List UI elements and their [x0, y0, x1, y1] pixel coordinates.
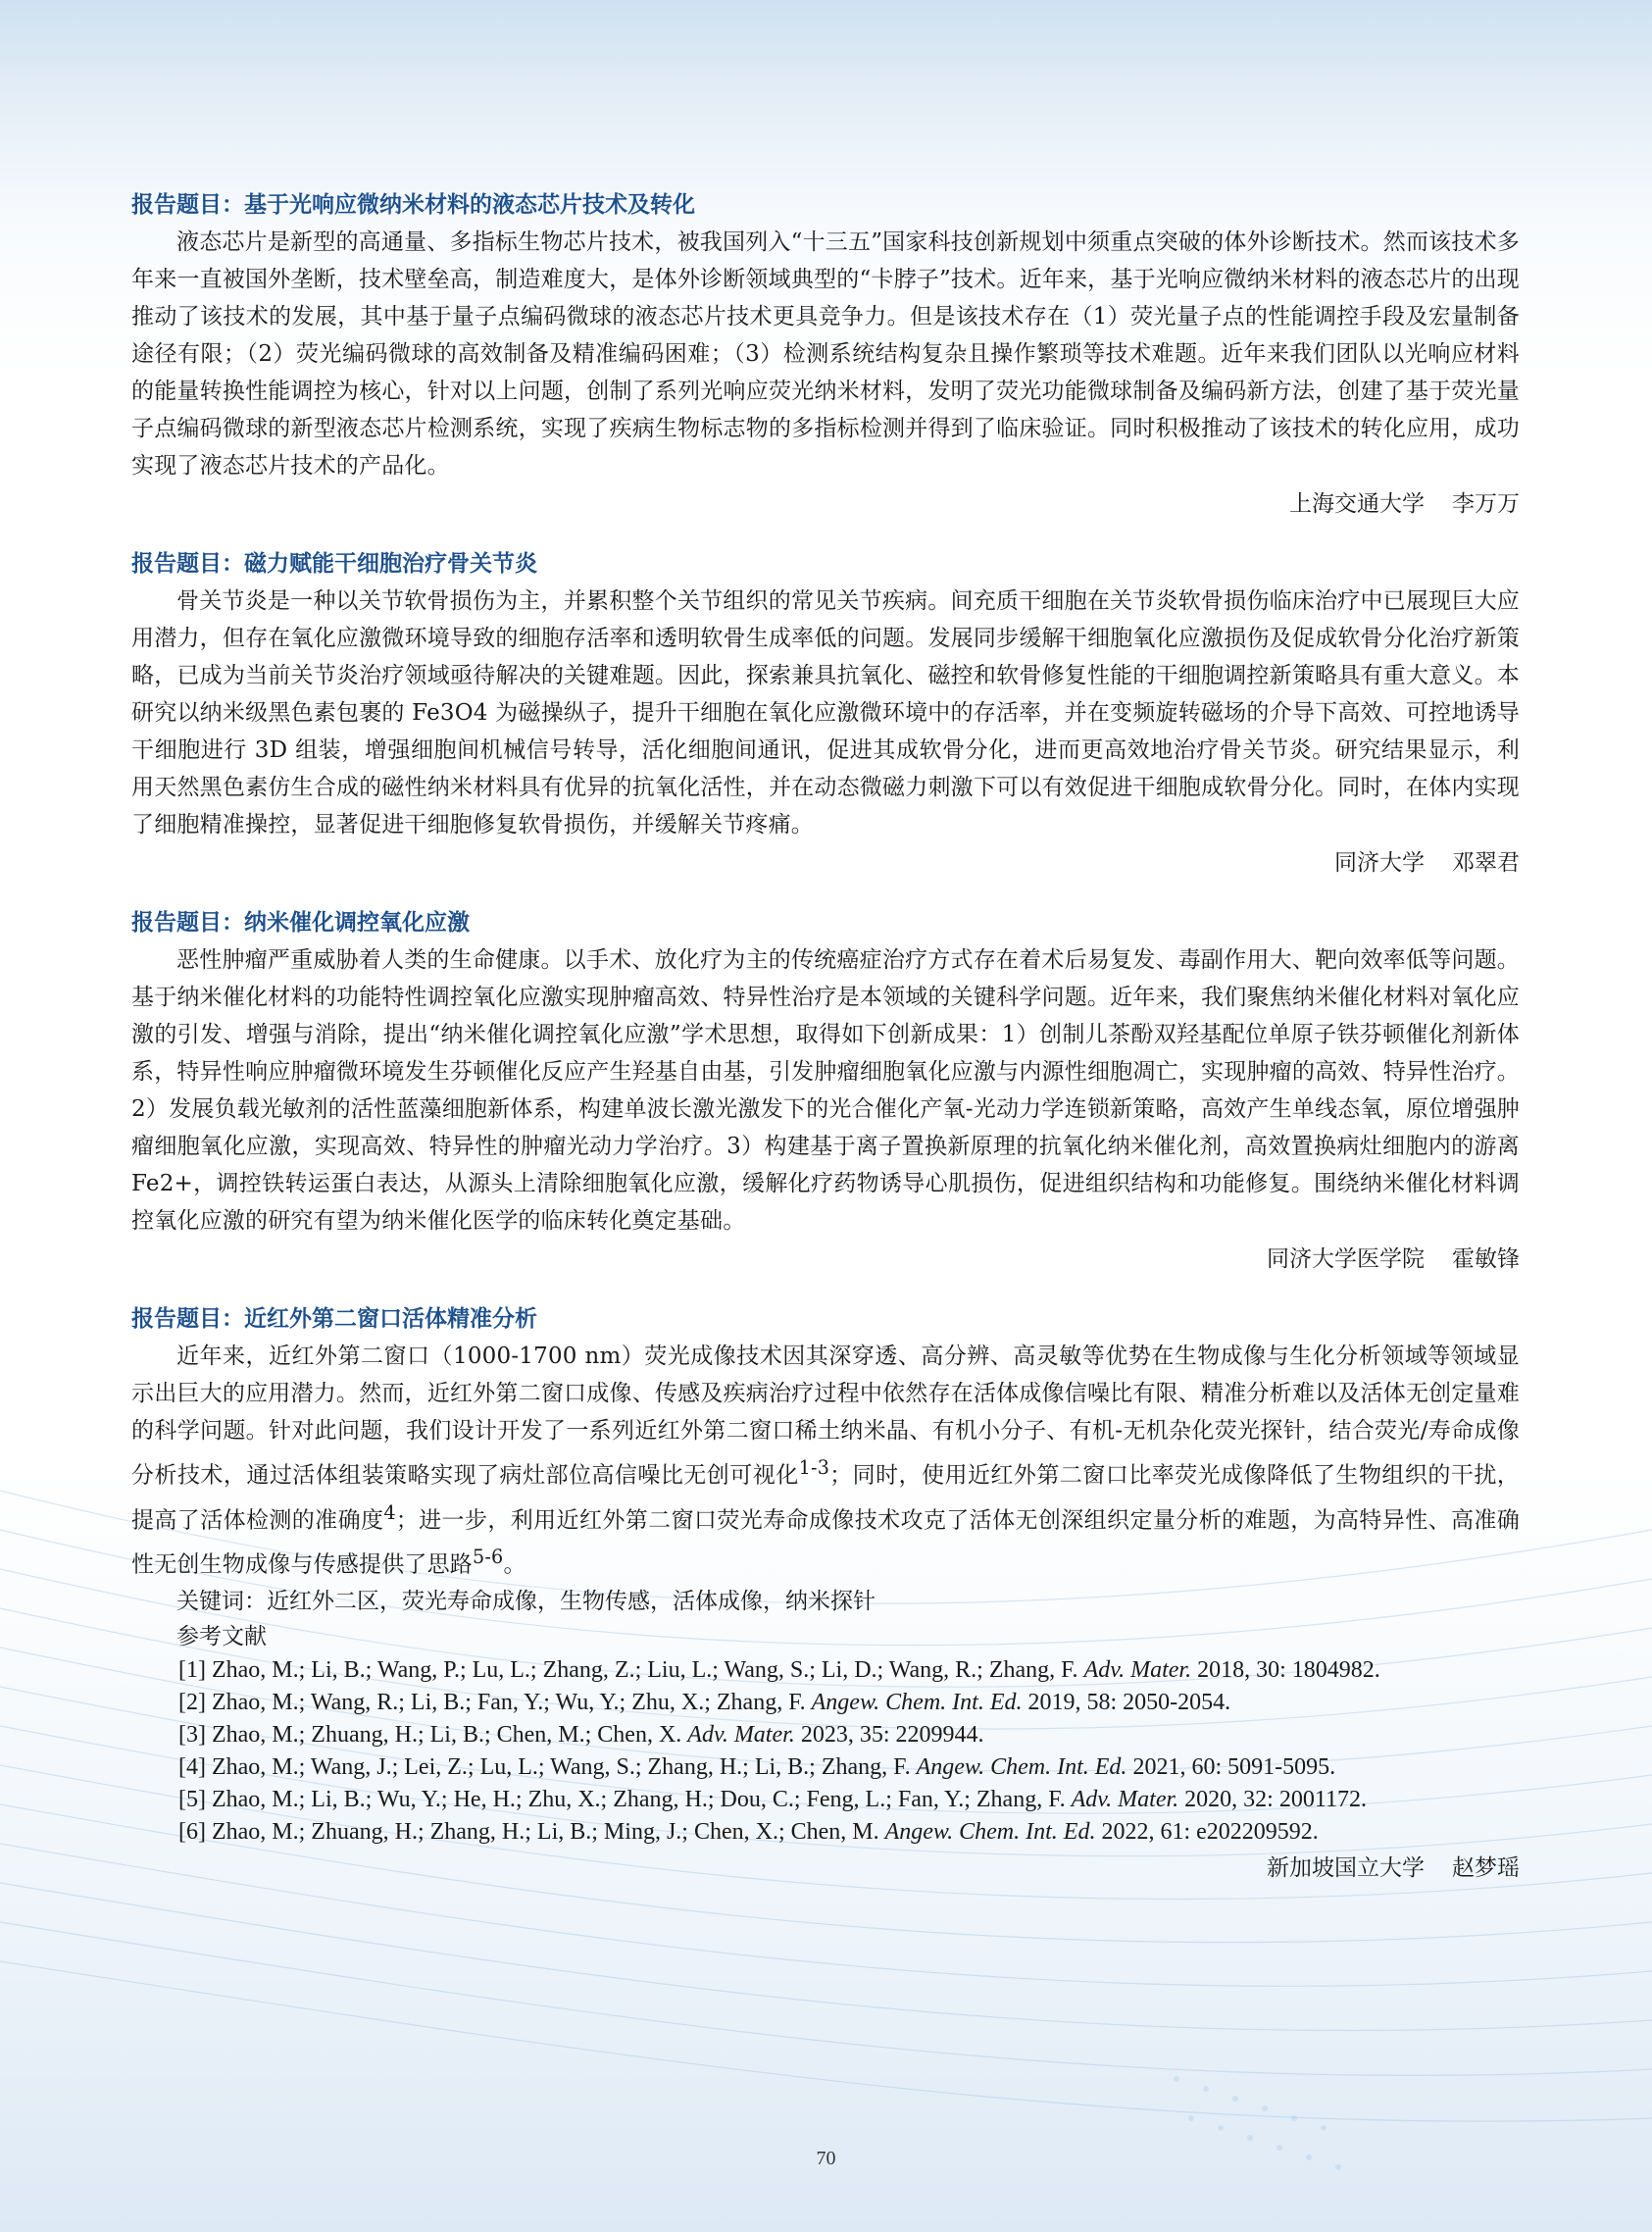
page-content	[131, 186, 1520, 1909]
reference-details: 2021, 60: 5091-5095.	[1126, 1753, 1336, 1780]
reference-authors: [2] Zhao, M.; Wang, R.; Li, B.; Fan, Y.; Wu, Y.; Zhu, X.; Zhang, F.	[178, 1689, 812, 1715]
author-line	[131, 1240, 1520, 1279]
references-heading: 参考文献	[176, 1623, 267, 1649]
reference-authors: [3] Zhao, M.; Zhuang, H.; Li, B.; Chen, M.; Chen, X.	[178, 1721, 688, 1748]
reference-details: 2022, 61: e202209592.	[1095, 1818, 1319, 1845]
speaker-name: 邓翠君	[1452, 850, 1520, 876]
reference-journal: Angew. Chem. Int. Ed.	[811, 1689, 1023, 1715]
reference-details: 2020, 32: 2001172.	[1178, 1786, 1367, 1812]
speaker-name: 赵梦瑶	[1452, 1854, 1520, 1881]
report-title: 报告题目：近红外第二窗口活体精准分析	[131, 1306, 537, 1332]
affiliation: 同济大学医学院	[1267, 1246, 1425, 1272]
author-line	[131, 484, 1520, 524]
reference-authors: [5] Zhao, M.; Li, B.; Wu, Y.; He, H.; Zhu, X.; Zhang, H.; Dou, C.; Feng, L.; Fan, Y.; Zhang, F.	[178, 1786, 1072, 1812]
reference-authors: [1] Zhao, M.; Li, B.; Wang, P.; Lu, L.; Zhang, Z.; Liu, L.; Wang, S.; Li, D.; Wang, R.; Zhang, F.	[178, 1656, 1084, 1683]
report-section-4	[131, 1300, 1520, 1888]
author-line	[131, 1849, 1520, 1888]
reference-item	[131, 1654, 1520, 1687]
reference-item	[131, 1816, 1520, 1849]
speaker-name: 霍敏锋	[1452, 1246, 1520, 1272]
reference-item	[131, 1784, 1520, 1816]
reference-item	[131, 1719, 1520, 1751]
affiliation: 上海交通大学	[1289, 491, 1425, 517]
abstract-paragraph: 骨关节炎是一种以关节软骨损伤为主，并累积整个关节组织的常见关节疾病。间充质干细胞在关节炎软骨损伤临床治疗中已展现巨大应用潜力，但存在氧化应激微环境导致的细胞存活率和透明软骨生成率低的问题。发展同步缓解干细胞氧化应激损伤及促成软骨分化治疗新策略，已成为当前关节炎治疗领域亟待解决的关键难题。因此，探索兼具抗氧化、磁控和软骨修复性能的干细胞调控新策略具有重大意义。本研究以纳米级黑色素包裹的 Fe3O4 为磁操纵子，提升干细胞在氧化应激微环境中的存活率，并在变频旋转磁场的介导下高效、可控地诱导干细胞进行 3D 组装，增强细胞间机械信号转导，活化细胞间通讯，促进其成软骨分化，进而更高效地治疗骨关节炎。研究结果显示，利用天然黑色素仿生合成的磁性纳米材料具有优异的抗氧化活性，并在动态微磁力刺激下可以有效促进干细胞成软骨分化。同时，在体内实现了细胞精准操控，显著促进干细胞修复软骨损伤，并缓解关节疼痛。	[131, 588, 1520, 837]
report-title: 报告题目：磁力赋能干细胞治疗骨关节炎	[131, 551, 537, 577]
reference-journal: Adv. Mater.	[1083, 1656, 1192, 1683]
author-line	[131, 843, 1520, 883]
speaker-name: 李万万	[1452, 491, 1520, 517]
report-section-1	[131, 186, 1520, 524]
report-section-3	[131, 904, 1520, 1279]
reference-journal: Angew. Chem. Int. Ed.	[884, 1818, 1096, 1845]
reference-journal: Angew. Chem. Int. Ed.	[916, 1753, 1127, 1780]
reference-journal: Adv. Mater.	[687, 1721, 795, 1748]
page-number: 70	[816, 2148, 836, 2169]
report-title: 报告题目：基于光响应微纳米材料的液态芯片技术及转化	[131, 192, 695, 218]
citation-superscript: 1-3	[798, 1456, 830, 1479]
report-section-2	[131, 545, 1520, 883]
reference-journal: Adv. Mater.	[1071, 1786, 1179, 1812]
abstract-text: ；进一步，利用近红外第二窗口荧光寿命成像技术攻克了活体无创深组织定量分析的难题，为高特异性、高准确性无创生物成像与传感提供了思路	[131, 1507, 1520, 1578]
citation-superscript: 5-6	[473, 1546, 504, 1569]
affiliation: 新加坡国立大学	[1267, 1854, 1425, 1881]
abstract-text: ；同时，使用近红外第二窗口比率荧光成像降低了生物组织的干扰，提高了活体检测的准确度	[131, 1462, 1520, 1534]
reference-item	[131, 1687, 1520, 1719]
reference-authors: [6] Zhao, M.; Zhuang, H.; Zhang, H.; Li, B.; Ming, J.; Chen, X.; Chen, M.	[178, 1818, 885, 1845]
reference-item	[131, 1751, 1520, 1784]
reference-authors: [4] Zhao, M.; Wang, J.; Lei, Z.; Lu, L.; Wang, S.; Zhang, H.; Li, B.; Zhang, F.	[178, 1753, 917, 1780]
report-title: 报告题目：纳米催化调控氧化应激	[131, 910, 470, 936]
abstract-text: 近年来，近红外第二窗口（1000-1700 nm）荧光成像技术因其深穿透、高分辨、高灵敏等优势在生物成像与生化分析领域等领域显示出巨大的应用潜力。然而，近红外第二窗口成像、传感及疾病治疗过程中依然存在活体成像信噪比有限、精准分析难以及活体无创定量难的科学问题。针对此问题，我们设计开发了一系列近红外第二窗口稀土纳米晶、有机小分子、有机-无机杂化荧光探针，结合荧光/寿命成像分析技术，通过活体组装策略实现了病灶部位高信噪比无创可视化	[131, 1344, 1520, 1489]
abstract-paragraph: 液态芯片是新型的高通量、多指标生物芯片技术，被我国列入“十三五”国家科技创新规划中须重点突破的体外诊断技术。然而该技术多年来一直被国外垄断，技术壁垒高，制造难度大，是体外诊断领域典型的“卡脖子”技术。近年来，基于光响应微纳米材料的液态芯片的出现推动了该技术的发展，其中基于量子点编码微球的液态芯片技术更具竞争力。但是该技术存在（1）荧光量子点的性能调控手段及宏量制备途径有限；（2）荧光编码微球的高效制备及精准编码困难；（3）检测系统结构复杂且操作繁琐等技术难题。近年来我们团队以光响应材料的能量转换性能调控为核心，针对以上问题，创制了系列光响应荧光纳米材料，发明了荧光功能微球制备及编码新方法，创建了基于荧光量子点编码微球的新型液态芯片检测系统，实现了疾病生物标志物的多指标检测并得到了临床验证。同时积极推动了该技术的转化应用，成功实现了液态芯片技术的产品化。	[131, 229, 1520, 479]
reference-details: 2018, 30: 1804982.	[1191, 1656, 1380, 1683]
abstract-text: 。	[503, 1551, 526, 1578]
affiliation: 同济大学	[1334, 850, 1425, 876]
abstract-paragraph: 恶性肿瘤严重威胁着人类的生命健康。以手术、放化疗为主的传统癌症治疗方式存在着术后易复发、毒副作用大、靶向效率低等问题。基于纳米催化材料的功能特性调控氧化应激实现肿瘤高效、特异性治疗是本领域的关键科学问题。近年来，我们聚焦纳米催化材料对氧化应激的引发、增强与消除，提出“纳米催化调控氧化应激”学术思想，取得如下创新成果：1）创制儿茶酚双羟基配位单原子铁芬顿催化剂新体系，特异性响应肿瘤微环境发生芬顿催化反应产生羟基自由基，引发肿瘤细胞氧化应激与内源性细胞凋亡，实现肿瘤的高效、特异性治疗。2）发展负载光敏剂的活性蓝藻细胞新体系，构建单波长激光激发下的光合催化产氧-光动力学连锁新策略，高效产生单线态氧，原位增强肿瘤细胞氧化应激，实现高效、特异性的肿瘤光动力学治疗。3）构建基于离子置换新原理的抗氧化纳米催化剂，高效置换病灶细胞内的游离 Fe2+，调控铁转运蛋白表达，从源头上清除细胞氧化应激，缓解化疗药物诱导心肌损伤，促进组织结构和功能修复。围绕纳米催化材料调控氧化应激的研究有望为纳米催化医学的临床转化奠定基础。	[131, 947, 1520, 1234]
keywords: 关键词：近红外二区，荧光寿命成像，生物传感，活体成像，纳米探针	[176, 1588, 876, 1614]
citation-superscript: 4	[383, 1500, 396, 1524]
abstract-paragraph	[131, 1338, 1520, 1584]
reference-details: 2023, 35: 2209944.	[794, 1721, 984, 1748]
reference-details: 2019, 58: 2050-2054.	[1022, 1689, 1231, 1715]
